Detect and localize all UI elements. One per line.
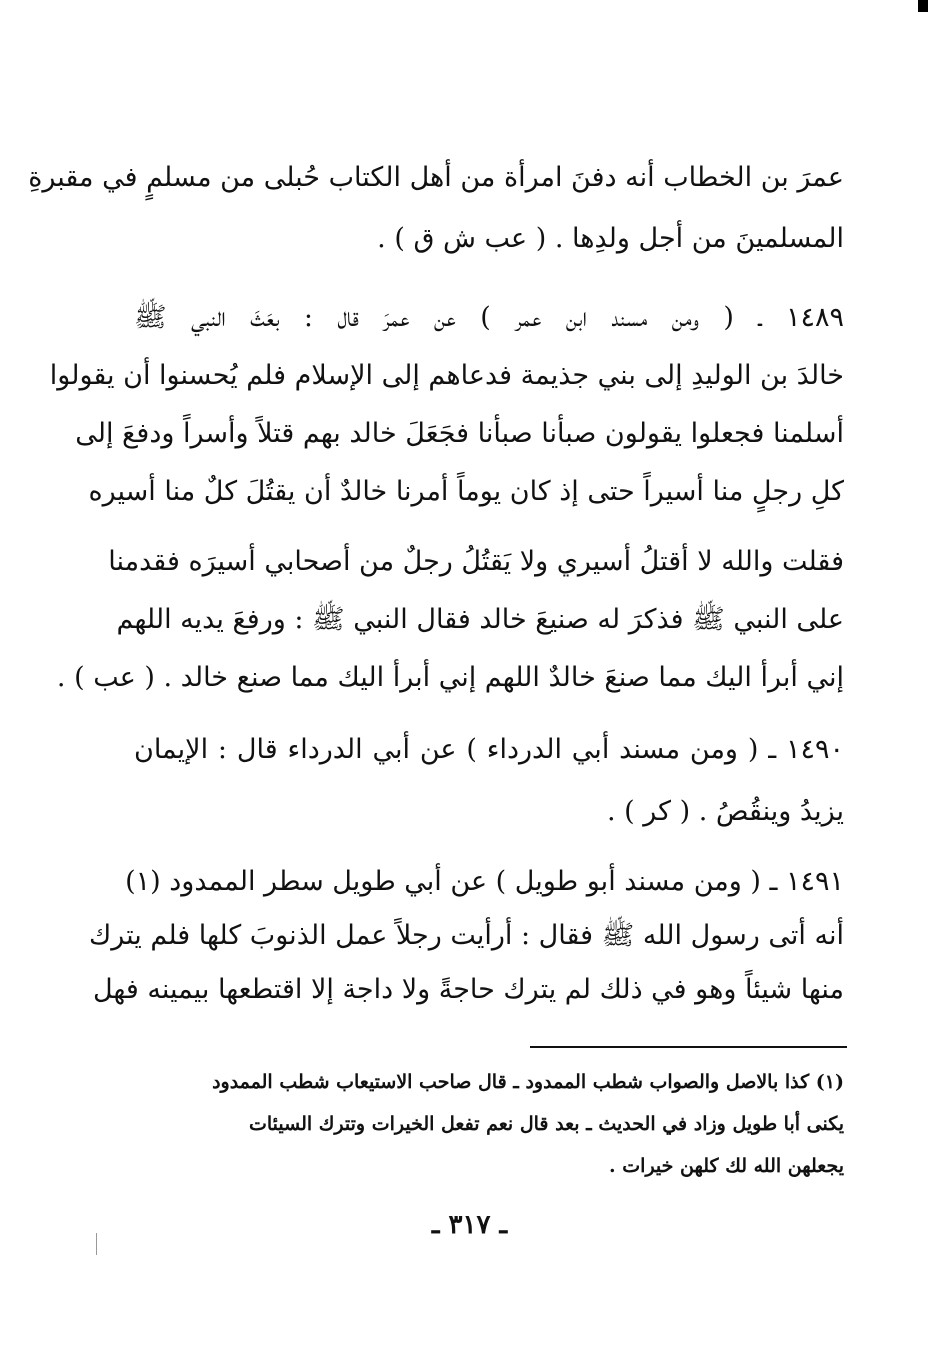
body-line-11: يزيدُ وينقُصُ . ( كر ) . — [606, 796, 844, 827]
body-line-10: ١٤٩٠ ـ ( ومن مسند أبي الدرداء ) عن أبي الدرداء قال : الإيمان — [134, 734, 844, 765]
body-line-7: فقلت والله لا أقتلُ أسيري ولا يَقتُلُ رجلٌ من أصحابي أسيرَه فقدمنا — [108, 546, 844, 577]
scan-margin-mark — [96, 1233, 97, 1255]
body-line-13: أنه أتى رسول الله ﷺ فقال : أرأيت رجلاً عمل الذنوبَ كلها فلم يترك — [88, 920, 844, 951]
body-line-14: منها شيئاً وهو في ذلك لم يترك حاجةً ولا داجة إلا اقتطعها بيمينه فهل — [92, 974, 844, 1005]
footnote-line-2: يكنى أبا طويل وزاد في الحديث ـ بعد قال نعم تفعل الخيرات وتترك السيئات — [248, 1113, 844, 1135]
body-line-4: خالدَ بن الوليدِ إلى بني جذيمة فدعاهم إلى الإسلام فلم يُحسنوا أن يقولوا — [49, 360, 844, 391]
body-line-2: المسلمينَ من أجل ولدِها . ( عب ش ق ) . — [377, 223, 844, 254]
body-line-5: أسلمنا فجعلوا يقولون صبأنا صبأنا فجَعَلَ خالد بهم قتلاً وأسراً ودفعَ إلى — [75, 418, 844, 449]
body-line-6: كلِ رجلٍ منا أسيراً حتى إذ كان يوماً أمرنا خالدٌ أن يقتُلَ كلٌ منا أسيره — [88, 476, 844, 507]
page-number: ـ ٣١٧ ـ — [431, 1210, 508, 1240]
body-line-3: ١٤٨٩ ـ ( ومن مسند ابن عمر ) عن عمرَ قال : بعَثَ النبي ﷺ — [134, 302, 844, 333]
footnote-line-1: (١) كذا بالاصل والصواب شطب الممدود ـ قال صاحب الاستيعاب شطب الممدود — [212, 1071, 844, 1093]
body-line-9: إني أبرأ اليك مما صنعَ خالدٌ اللهم إني أبرأ اليك مما صنع خالد . ( عب ) . — [56, 662, 844, 693]
footnote-line-3: يجعلهن الله لك كلهن خيرات . — [609, 1155, 844, 1177]
body-line-8: على النبي ﷺ فذكرَ له صنيعَ خالد فقال النبي ﷺ : ورفعَ يديه اللهم — [116, 604, 844, 635]
footnote-separator — [530, 1046, 847, 1048]
scan-corner-mark — [918, 0, 928, 12]
body-line-12: ١٤٩١ ـ ( ومن مسند أبو طويل ) عن أبي طويل سطر الممدود (١) — [125, 866, 844, 897]
body-line-1: عمرَ بن الخطاب أنه دفنَ امرأة من أهل الكتاب حُبلى من مسلمٍ في مقبرةِ — [28, 162, 844, 193]
